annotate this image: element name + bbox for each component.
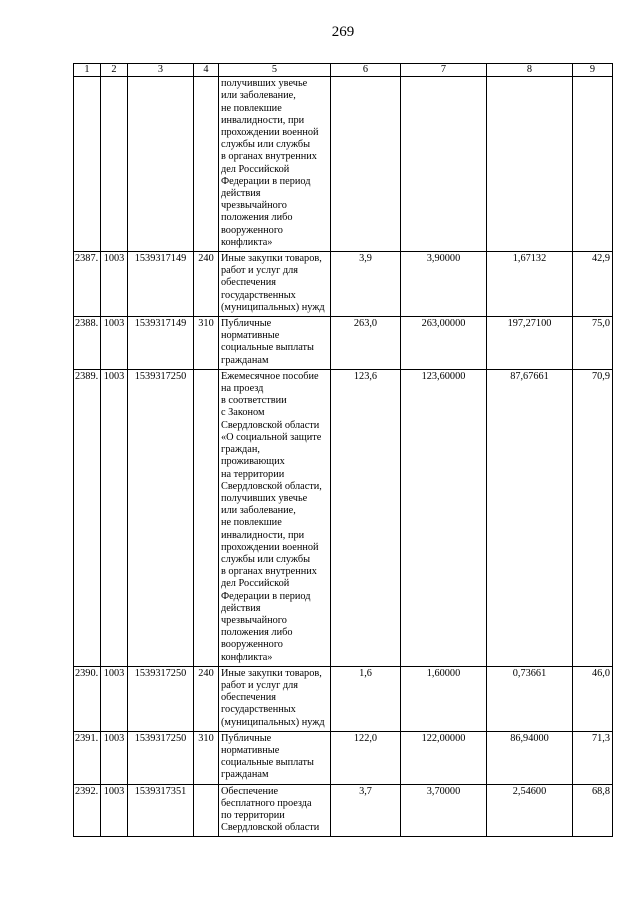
plan-amount-cell: 3,90000: [401, 252, 487, 317]
row-number-cell: 2392.: [74, 784, 101, 837]
approved-amount-cell: 3,9: [331, 252, 401, 317]
header-cell: 4: [194, 64, 219, 77]
description-cell: Публичные нормативные социальные выплаты гражданам: [219, 317, 331, 370]
table-row: [74, 784, 613, 837]
percent-cell: 75,0: [573, 317, 613, 370]
header-cell: 8: [487, 64, 573, 77]
approved-amount-cell: 263,0: [331, 317, 401, 370]
approved-amount-cell: 1,6: [331, 666, 401, 731]
percent-cell: 42,9: [573, 252, 613, 317]
row-number-cell: 2390.: [74, 666, 101, 731]
target-article-cell: 1539317250: [128, 369, 194, 666]
executed-amount-cell: 0,73661: [487, 666, 573, 731]
table-row: [74, 77, 613, 252]
executed-amount-cell: 1,67132: [487, 252, 573, 317]
section-code-cell: 1003: [101, 317, 128, 370]
executed-amount-cell: 2,54600: [487, 784, 573, 837]
approved-amount-cell: 3,7: [331, 784, 401, 837]
table-row: [74, 317, 613, 370]
section-code-cell: 1003: [101, 252, 128, 317]
section-code-cell: 1003: [101, 666, 128, 731]
percent-cell: 71,3: [573, 731, 613, 784]
description-cell: получивших увечье или заболевание, не повлекшие инвалидности, при прохождении военной службы или службы в органах внутренних дел Российской Федерации в период действия чрезвычайного положения либо вооруженного конфликта»: [219, 77, 331, 252]
expense-type-cell: [194, 369, 219, 666]
approved-amount-cell: [331, 77, 401, 252]
target-article-cell: 1539317250: [128, 731, 194, 784]
section-code-cell: 1003: [101, 784, 128, 837]
executed-amount-cell: [487, 77, 573, 252]
header-cell: 6: [331, 64, 401, 77]
page-number: 269: [331, 24, 355, 40]
plan-amount-cell: 3,70000: [401, 784, 487, 837]
description-cell: Обеспечение бесплатного проезда по территории Свердловской области: [219, 784, 331, 837]
executed-amount-cell: 86,94000: [487, 731, 573, 784]
header-cell: 5: [219, 64, 331, 77]
expense-type-cell: [194, 77, 219, 252]
table-row: [74, 369, 613, 666]
approved-amount-cell: 122,0: [331, 731, 401, 784]
plan-amount-cell: 263,00000: [401, 317, 487, 370]
header-cell: 3: [128, 64, 194, 77]
percent-cell: 70,9: [573, 369, 613, 666]
expense-type-cell: 240: [194, 666, 219, 731]
description-cell: Ежемесячное пособие на проезд в соответствии с Законом Свердловской области «О социальной защите граждан, проживающих на территории Свердловской области, получивших увечье или заболевание, не повлекшие инвалидности, при прохождении военной службы или службы в органах внутренних дел Российской Федерации в период действия чрезвычайного положения либо вооруженного конфликта»: [219, 369, 331, 666]
expense-type-cell: 310: [194, 317, 219, 370]
table-row: [74, 666, 613, 731]
description-cell: Иные закупки товаров, работ и услуг для обеспечения государственных (муниципальных) нужд: [219, 666, 331, 731]
header-cell: 9: [573, 64, 613, 77]
approved-amount-cell: 123,6: [331, 369, 401, 666]
budget-table: [73, 63, 613, 837]
percent-cell: [573, 77, 613, 252]
row-number-cell: 2391.: [74, 731, 101, 784]
plan-amount-cell: 122,00000: [401, 731, 487, 784]
executed-amount-cell: 87,67661: [487, 369, 573, 666]
header-cell: 7: [401, 64, 487, 77]
row-number-cell: 2388.: [74, 317, 101, 370]
section-code-cell: 1003: [101, 369, 128, 666]
section-code-cell: 1003: [101, 731, 128, 784]
description-cell: Публичные нормативные социальные выплаты гражданам: [219, 731, 331, 784]
executed-amount-cell: 197,27100: [487, 317, 573, 370]
row-number-cell: 2389.: [74, 369, 101, 666]
header-cell: 1: [74, 64, 101, 77]
target-article-cell: 1539317149: [128, 317, 194, 370]
header-row: [74, 64, 613, 77]
table-row: [74, 252, 613, 317]
row-number-cell: 2387.: [74, 252, 101, 317]
target-article-cell: [128, 77, 194, 252]
section-code-cell: [101, 77, 128, 252]
expense-type-cell: 240: [194, 252, 219, 317]
target-article-cell: 1539317149: [128, 252, 194, 317]
expense-type-cell: [194, 784, 219, 837]
header-cell: 2: [101, 64, 128, 77]
percent-cell: 46,0: [573, 666, 613, 731]
target-article-cell: 1539317351: [128, 784, 194, 837]
expense-type-cell: 310: [194, 731, 219, 784]
description-cell: Иные закупки товаров, работ и услуг для обеспечения государственных (муниципальных) нужд: [219, 252, 331, 317]
percent-cell: 68,8: [573, 784, 613, 837]
table-row: [74, 731, 613, 784]
target-article-cell: 1539317250: [128, 666, 194, 731]
plan-amount-cell: 1,60000: [401, 666, 487, 731]
row-number-cell: [74, 77, 101, 252]
plan-amount-cell: 123,60000: [401, 369, 487, 666]
plan-amount-cell: [401, 77, 487, 252]
